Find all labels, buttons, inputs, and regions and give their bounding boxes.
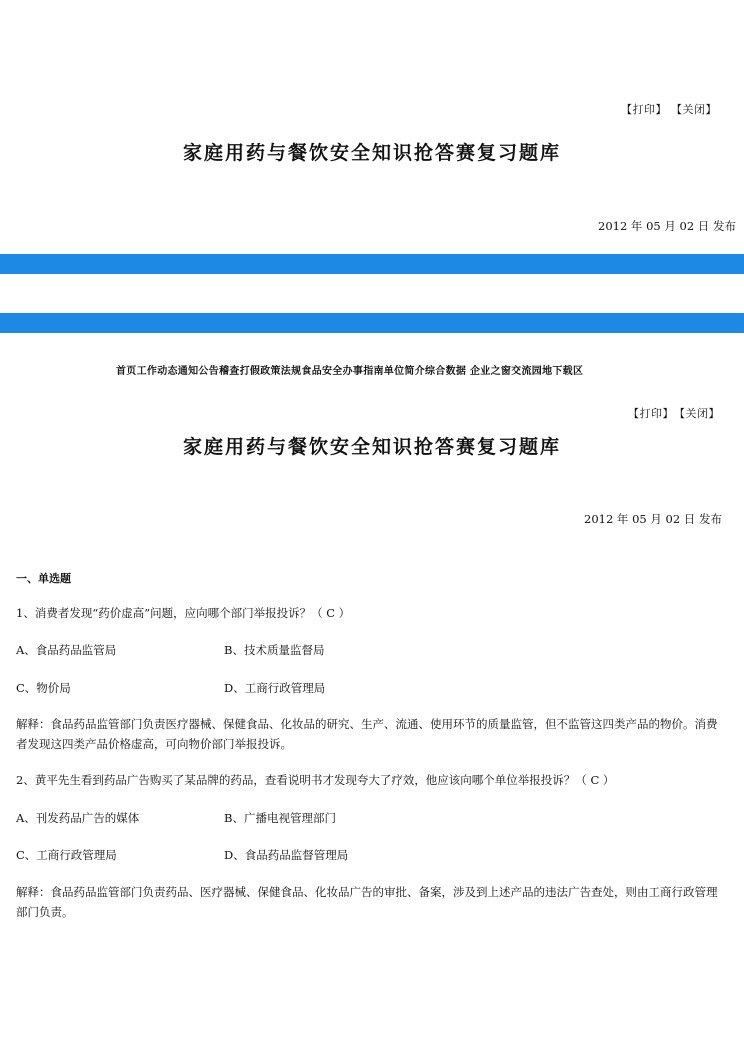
question-2-option-a: A、刊发药品广告的媒体	[16, 811, 140, 825]
question-1-option-a: A、食品药品监管局	[16, 643, 117, 657]
top-page-title: 家庭用药与餐饮安全知识抢答赛复习题库	[182, 142, 561, 164]
blue-band-top	[0, 254, 744, 274]
question-1-explanation: 解释：食品药品监管部门负责医疗器械、保健食品、化妆品的研究、生产、流通、使用环节的质量监管，但不监管这四类产品的物价。消费者发现这四类产品价格虚高，可向物价部门举报投诉。	[16, 717, 718, 751]
question-2: 2、黄平先生看到药品广告购买了某品牌的药品，查看说明书才发现夸大了疗效，他应该向哪个单位举报投诉？（ C ）	[16, 773, 615, 787]
article-print-links	[628, 405, 720, 421]
question-2-option-d: D、食品药品监督管理局	[224, 848, 349, 862]
question-1-option-c: C、物价局	[16, 681, 71, 695]
section-title: 一、单选题	[16, 572, 71, 585]
article-print-link[interactable]: 【打印】	[628, 407, 674, 420]
top-print-links	[621, 101, 717, 117]
blue-band-bottom	[0, 313, 744, 333]
question-1-option-d: D、工商行政管理局	[224, 681, 326, 695]
question-2-option-c: C、工商行政管理局	[16, 848, 117, 862]
question-1: 1、消费者发现“药价虚高”问题，应向哪个部门举报投诉？（ C ）	[16, 606, 351, 620]
article-publish-date: 2012 年 05 月 02 日 发布	[584, 512, 722, 526]
top-close-link[interactable]: 【关闭】	[671, 103, 717, 116]
article-close-link[interactable]: 【关闭】	[674, 407, 720, 420]
top-print-link[interactable]: 【打印】	[621, 103, 667, 116]
question-1-option-b: B、技术质量监督局	[224, 643, 325, 657]
question-2-explanation: 解释：食品药品监管部门负责药品、医疗器械、保健食品、化妆品广告的审批、备案，涉及到上述产品的违法广告查处，则由工商行政管理部门负责。	[16, 885, 718, 919]
article-title: 家庭用药与餐饮安全知识抢答赛复习题库	[182, 436, 561, 458]
top-publish-date: 2012 年 05 月 02 日 发布	[598, 219, 736, 233]
question-2-option-b: B、广播电视管理部门	[224, 811, 336, 825]
nav-menu[interactable]: 首页工作动态通知公告稽查打假政策法规食品安全办事指南单位简介综合数据 企业之窗交流园地下载区	[116, 366, 584, 377]
